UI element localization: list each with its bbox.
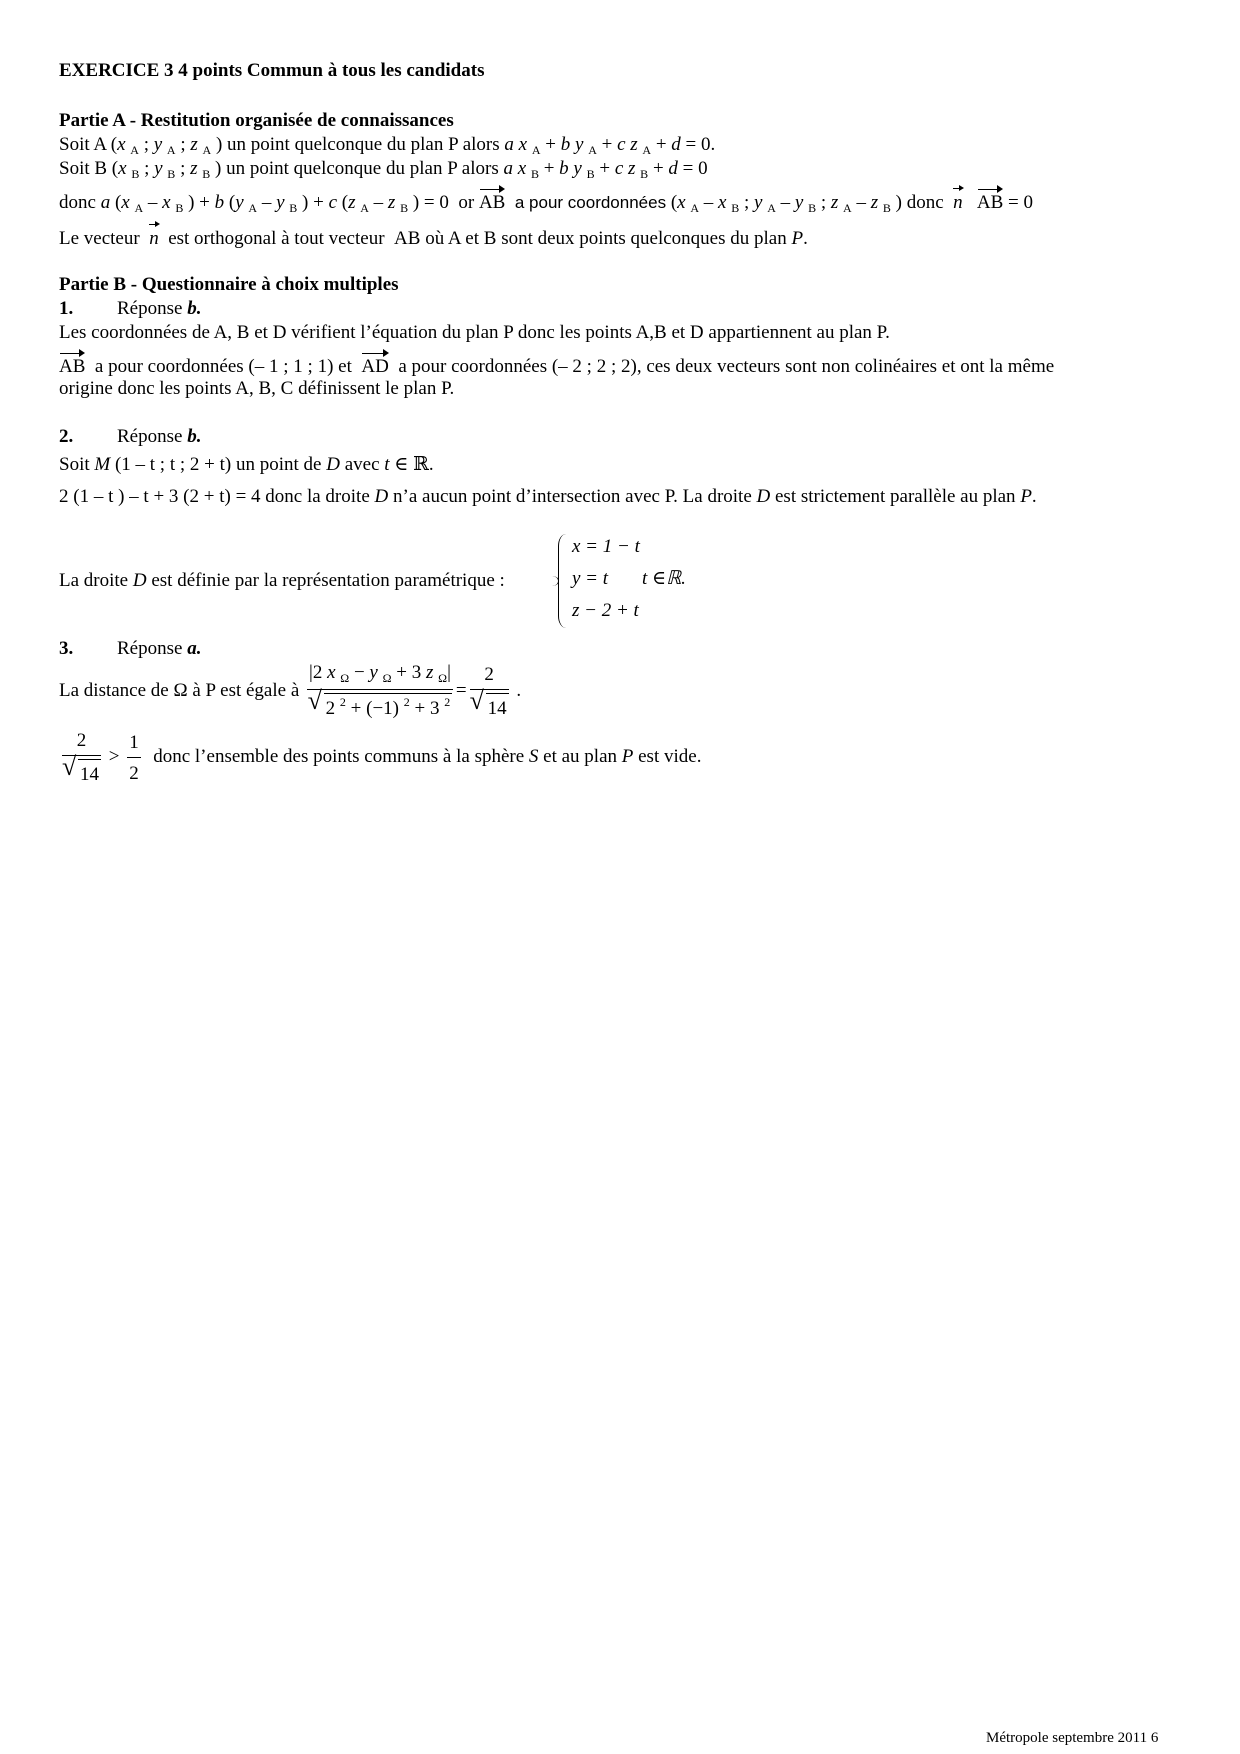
system-x: x = 1 − t bbox=[572, 536, 640, 557]
text: La droite bbox=[59, 570, 129, 591]
vector-AB: AB bbox=[59, 352, 85, 379]
vector-AB: AB bbox=[977, 188, 1003, 215]
q2-number: 2. bbox=[59, 426, 74, 447]
q1-number: 1. bbox=[59, 298, 74, 319]
page-footer: Métropole septembre 2011 6 bbox=[986, 1730, 1159, 1746]
partA-heading: Partie A - Restitution organisée de connaissances bbox=[59, 110, 454, 131]
text: or bbox=[458, 192, 475, 213]
vector-n: n bbox=[149, 224, 159, 251]
q2-line2: 2 (1 – t ) – t + 3 (2 + t) = 4 donc la droite D n’a aucun point d’intersection avec P. La droite D est strictement parallèle au plan P. bbox=[59, 486, 1037, 507]
text: ) un point quelconque du plan P alors bbox=[215, 158, 499, 179]
q3-distance-line: La distance de Ω à P est égale à |2 x $_\Omega$ − y $_\Omega$ + 3 z $_\Omega$| √ 2 $^2$ + (−1) $^2$ + 3 $^2$ = 2 √ 14 . bbox=[59, 660, 521, 723]
text: avec bbox=[344, 454, 380, 475]
text: Réponse bbox=[117, 638, 183, 659]
text: Réponse bbox=[117, 426, 183, 447]
text: et au plan bbox=[543, 745, 618, 767]
text: donc l’ensemble des points communs à la sphère bbox=[153, 745, 525, 767]
q1-line2 bbox=[59, 352, 1054, 379]
vector-n: n bbox=[953, 188, 963, 215]
partA-line2: Soit B (x $_B$ ; y $_B$ ; z $_B$ ) un point quelconque du plan P alors a x $_B$ + b y $_B$ + c z $_B$ + d = 0 bbox=[59, 158, 708, 181]
text: a pour coordonnées (– 2 ; 2 ; 2), ces deux vecteurs sont non colinéaires et ont la même bbox=[398, 356, 1055, 377]
system-t: t ∈ℝ. bbox=[642, 568, 686, 589]
vector-AD: AD bbox=[361, 352, 388, 379]
q2-line1: Soit M (1 – t ; t ; 2 + t) un point de D avec t ∈ ℝ. bbox=[59, 454, 434, 475]
q3-answer-letter: a. bbox=[187, 638, 202, 659]
distance-fraction: |2 x $_\Omega$ − y $_\Omega$ + 3 z $_\Omega$| √ 2 $^2$ + (−1) $^2$ + 3 $^2$ bbox=[307, 660, 453, 723]
text: est vide. bbox=[638, 745, 702, 767]
text: ) un point quelconque du plan P alors bbox=[215, 134, 500, 155]
brace bbox=[558, 534, 569, 628]
q2-answer bbox=[59, 424, 201, 449]
q3-number: 3. bbox=[59, 638, 74, 659]
text: donc bbox=[59, 192, 96, 213]
parametric-system bbox=[558, 534, 688, 628]
q2-param-line: La droite D est définie par la représentation paramétrique : bbox=[59, 570, 505, 591]
frac-1-2: $\frac{1}{2}$ bbox=[129, 731, 139, 784]
partB-heading: Partie B - Questionnaire à choix multiples bbox=[59, 274, 399, 295]
system-y: y = t bbox=[572, 568, 609, 589]
partA-line1: Soit A (x $_A$ ; y $_A$ ; z $_A$ ) un point quelconque du plan P alors a x $_A$ + b y $_A$ + c z $_A$ + d = 0. bbox=[59, 134, 716, 157]
q3-answer bbox=[59, 636, 201, 661]
text: donc bbox=[906, 192, 944, 213]
text: a pour coordonnées bbox=[514, 193, 667, 212]
vector-AB: AB bbox=[479, 188, 505, 215]
result-fraction: 2 √ 14 bbox=[469, 664, 507, 719]
system-z: z − 2 + t bbox=[572, 600, 639, 621]
text: Soit B ( bbox=[59, 158, 119, 179]
partA-line3: donc a (x $_A$ – x $_B$ ) + b (y $_A$ – y $_B$ ) + c (z $_A$ – z $_B$ ) = 0 or AB a pour coordonnées (x $_A$ – x $_B$ ; y $_A$ – y $_B$ ; z $_A$ – z $_B$ ) donc n AB = 0 bbox=[59, 188, 1033, 217]
text: Soit bbox=[59, 454, 90, 475]
q1-answer bbox=[59, 296, 201, 321]
q1-answer-letter: b. bbox=[187, 298, 202, 319]
text: est orthogonal à tout vecteur bbox=[168, 228, 385, 249]
text: 2 (1 – t ) – t + 3 (2 + t) = 4 donc la droite bbox=[59, 486, 370, 507]
exercise-title: EXERCICE 3 4 points Commun à tous les candidats bbox=[59, 60, 485, 81]
frac-2-sqrt14: 2 √ 14 bbox=[62, 730, 99, 785]
text: Soit A ( bbox=[59, 134, 118, 155]
text: La distance de Ω à P est égale à bbox=[59, 679, 300, 701]
text: n’a aucun point d’intersection avec P. La droite bbox=[393, 486, 752, 507]
text: où A et B sont deux points quelconques du plan bbox=[425, 228, 787, 249]
partA-line4: Le vecteur n est orthogonal à tout vecteur AB où A et B sont deux points quelconques du plan P. bbox=[59, 224, 808, 251]
text: a pour coordonnées (– 1 ; 1 ; 1) et bbox=[94, 356, 352, 377]
q1-line3: origine donc les points A, B, C définissent le plan P. bbox=[59, 378, 455, 399]
q3-conclusion-line: 2 √ 14 > $\frac{1}{2}$ donc l’ensemble des points communs à la sphère S et au plan P est vide. bbox=[62, 730, 702, 785]
q2-answer-letter: b. bbox=[187, 426, 202, 447]
vector-AB-plain: AB bbox=[394, 228, 421, 249]
q1-line1: Les coordonnées de A, B et D vérifient l’équation du plan P donc les points A,B et D appartiennent au plan P. bbox=[59, 322, 890, 343]
text: est strictement parallèle au plan bbox=[775, 486, 1016, 507]
text: Le vecteur bbox=[59, 228, 140, 249]
text: Réponse bbox=[117, 298, 183, 319]
text: (1 – t ; t ; 2 + t) un point de bbox=[114, 454, 322, 475]
text: est définie par la représentation paramétrique : bbox=[151, 570, 505, 591]
